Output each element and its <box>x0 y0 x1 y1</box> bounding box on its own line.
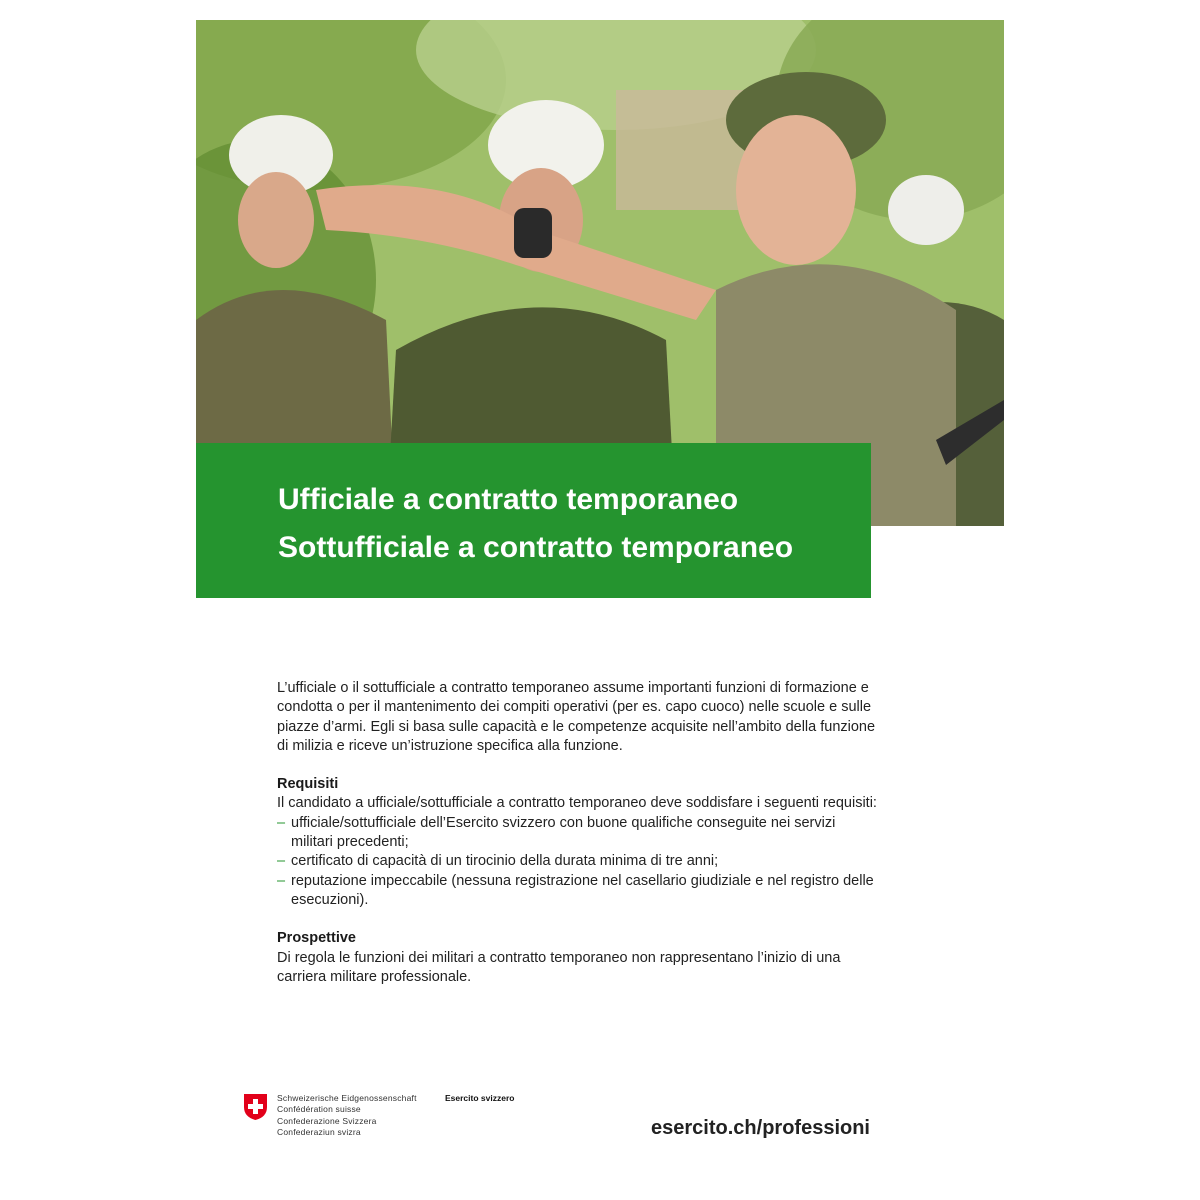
confederation-it: Confederazione Svizzera <box>277 1115 377 1126</box>
requisiti-lead: Il candidato a ufficiale/sottufficiale a contratto temporaneo deve soddisfare i seguenti requisiti: <box>277 795 877 812</box>
body-text <box>277 679 877 987</box>
swiss-shield-icon <box>243 1093 268 1121</box>
army-name: Esercito svizzero <box>445 1093 515 1103</box>
list-item: – ufficiale/sottufficiale dell’Esercito svizzero con buone qualifiche conseguite nei servizi militari precedenti; <box>277 814 877 853</box>
requisiti-list <box>277 814 877 910</box>
confederation-de: Schweizerische Eidgenossenschaft <box>277 1093 417 1103</box>
prospettive-heading: Prospettive <box>277 930 356 947</box>
title-line-officer: Ufficiale a contratto temporaneo <box>278 483 739 516</box>
list-item: – reputazione impeccabile (nessuna registrazione nel casellario giudiziale e nel registro delle esecuzioni). <box>277 872 877 911</box>
website-link[interactable]: esercito.ch/professioni <box>651 1117 870 1139</box>
prospettive-text: Di regola le funzioni dei militari a contratto temporaneo non rappresentano l’inizio di una carriera militare professionale. <box>277 949 841 985</box>
title-band <box>196 443 871 598</box>
confederation-fr: Confédération suisse <box>277 1104 361 1115</box>
title-line-nco: Sottufficiale a contratto temporaneo <box>278 531 794 564</box>
confederation-names <box>277 1093 417 1138</box>
requisiti-heading: Requisiti <box>277 776 339 793</box>
confederation-rm: Confederaziun svizra <box>277 1126 361 1137</box>
list-item: – certificato di capacità di un tirocinio della durata minima di tre anni; <box>277 852 877 871</box>
intro-paragraph: L’ufficiale o il sottufficiale a contratto temporaneo assume importanti funzioni di formazione e condotta o per il mantenimento dei compiti operativi (per es. capo cuoco) nelle scuole e sulle piazze d’armi. Egli si basa sulle capacità e le competenze acquisite nell’ambito della funzione di milizia e riceve un’istruzione specifica alla funzione. <box>277 680 876 754</box>
